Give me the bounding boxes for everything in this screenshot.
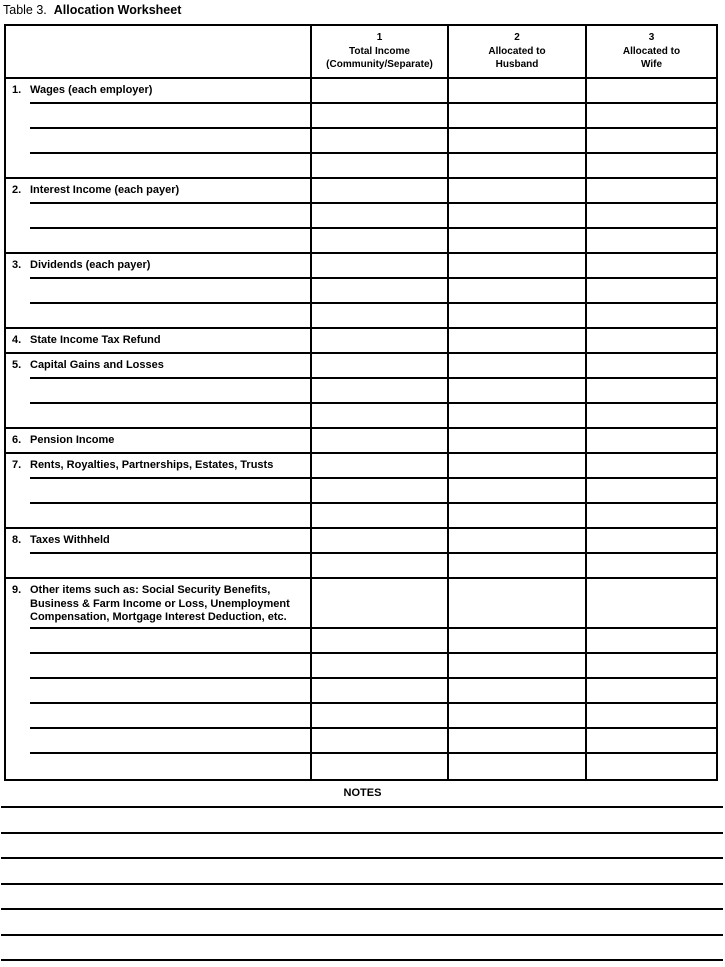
column-sublabel: Husband [495, 59, 539, 70]
amount-cell [449, 104, 585, 129]
item-label: Rents, Royalties, Partnerships, Estates, Trusts [30, 459, 274, 471]
amount-cell [312, 654, 447, 679]
amount-cell [312, 429, 447, 454]
item-label-cell [6, 329, 310, 354]
amount-cell [587, 654, 716, 679]
amount-column-1 [310, 354, 447, 429]
amount-cell [449, 79, 585, 104]
table-number-label: Table 3. [3, 3, 47, 17]
writing-line-row [6, 729, 310, 754]
amount-column-3 [585, 529, 716, 579]
allocation-table [4, 24, 718, 781]
amount-cell [449, 504, 585, 529]
item-label: Pension Income [30, 434, 115, 446]
amount-column-2 [447, 579, 585, 779]
amount-column-2 [447, 254, 585, 329]
amount-cell [587, 254, 716, 279]
item-label: Wages (each employer) [30, 84, 153, 96]
amount-cell [587, 229, 716, 254]
item-number: 3. [12, 259, 22, 271]
item-label-cell [6, 579, 310, 779]
amount-cell [312, 204, 447, 229]
amount-cell [587, 454, 716, 479]
amount-column-3 [585, 579, 716, 779]
worksheet-item [6, 429, 716, 454]
amount-cell [312, 179, 447, 204]
amount-column-3 [585, 454, 716, 529]
writing-line-row [6, 504, 310, 529]
item-label-cell [6, 179, 310, 254]
amount-cell [587, 179, 716, 204]
column-sublabel: Wife [640, 59, 663, 70]
amount-cell [449, 754, 585, 779]
item-label-row [6, 79, 310, 104]
amount-cell [449, 529, 585, 554]
amount-column-3 [585, 429, 716, 454]
item-label-row [6, 179, 310, 204]
item-number: 4. [12, 334, 22, 346]
amount-cell [587, 279, 716, 304]
amount-cell [587, 104, 716, 129]
notes-writing-line [1, 883, 723, 885]
amount-cell [587, 329, 716, 354]
notes-writing-line [1, 959, 723, 961]
amount-cell [587, 354, 716, 379]
amount-column-3 [585, 254, 716, 329]
amount-cell [312, 729, 447, 754]
item-label-row [6, 329, 310, 354]
worksheet-item [6, 454, 716, 529]
column-label: Allocated to [488, 45, 546, 57]
amount-cell [312, 454, 447, 479]
amount-cell [587, 504, 716, 529]
amount-cell [312, 304, 447, 329]
item-number: 1. [12, 84, 22, 96]
amount-cell [587, 129, 716, 154]
amount-column-1 [310, 329, 447, 354]
worksheet-item [6, 79, 716, 179]
writing-line-row [6, 304, 310, 329]
amount-cell [312, 404, 447, 429]
table-body [6, 79, 716, 779]
item-label-cell [6, 354, 310, 429]
amount-column-1 [310, 79, 447, 179]
writing-line-row [6, 404, 310, 429]
item-label-cell [6, 254, 310, 329]
amount-cell [312, 104, 447, 129]
amount-cell [449, 379, 585, 404]
amount-column-1 [310, 454, 447, 529]
amount-column-3 [585, 79, 716, 179]
item-number: 8. [12, 534, 22, 546]
amount-cell [449, 329, 585, 354]
amount-cell [587, 554, 716, 579]
worksheet-item [6, 254, 716, 329]
amount-column-2 [447, 429, 585, 454]
amount-cell [587, 79, 716, 104]
amount-cell [449, 479, 585, 504]
amount-cell [449, 254, 585, 279]
item-number: 5. [12, 359, 22, 371]
amount-cell [449, 279, 585, 304]
item-label-row [6, 354, 310, 379]
amount-column-2 [447, 529, 585, 579]
worksheet-item [6, 354, 716, 429]
amount-column-2 [447, 179, 585, 254]
amount-cell [449, 204, 585, 229]
amount-cell [587, 729, 716, 754]
item-label-row [6, 579, 310, 629]
amount-cell [449, 729, 585, 754]
writing-line-row [6, 679, 310, 704]
writing-line-row [6, 204, 310, 229]
amount-column-3 [585, 179, 716, 254]
amount-column-1 [310, 429, 447, 454]
amount-cell [312, 629, 447, 654]
item-number: 9. [12, 584, 22, 596]
header-cell-col2 [447, 26, 585, 77]
amount-column-1 [310, 254, 447, 329]
item-label: State Income Tax Refund [30, 334, 161, 346]
amount-cell [449, 704, 585, 729]
worksheet-item [6, 179, 716, 254]
column-number: 3 [648, 32, 655, 43]
column-number: 1 [376, 32, 383, 43]
amount-column-3 [585, 329, 716, 354]
item-number: 6. [12, 434, 22, 446]
amount-column-2 [447, 79, 585, 179]
header-cell-col1 [310, 26, 447, 77]
amount-cell [587, 479, 716, 504]
column-number: 2 [514, 32, 520, 43]
amount-cell [312, 279, 447, 304]
amount-cell [312, 379, 447, 404]
amount-cell [312, 504, 447, 529]
amount-cell [449, 629, 585, 654]
writing-line-row [6, 279, 310, 304]
notes-writing-line [1, 806, 723, 808]
amount-cell [587, 154, 716, 179]
amount-cell [587, 204, 716, 229]
column-label: Allocated to [622, 45, 681, 57]
item-label-cell [6, 429, 310, 454]
item-label-row [6, 254, 310, 279]
table-header-row [6, 26, 716, 79]
notes-writing-line [1, 832, 723, 834]
notes-heading: NOTES [343, 787, 382, 799]
writing-line-row [6, 654, 310, 679]
writing-line-row [6, 229, 310, 254]
item-label-row [6, 529, 310, 554]
worksheet-item [6, 579, 716, 779]
amount-column-1 [310, 579, 447, 779]
amount-cell [312, 554, 447, 579]
writing-line-row [6, 129, 310, 154]
amount-cell [587, 629, 716, 654]
amount-cell [312, 479, 447, 504]
item-label: Dividends (each payer) [30, 259, 151, 271]
amount-cell [449, 229, 585, 254]
page-title [3, 3, 181, 17]
amount-cell [312, 129, 447, 154]
worksheet-item [6, 529, 716, 579]
amount-cell [449, 654, 585, 679]
amount-cell [587, 529, 716, 554]
amount-cell [449, 304, 585, 329]
amount-cell [449, 454, 585, 479]
notes-writing-line [1, 908, 723, 910]
notes-writing-line [1, 934, 723, 936]
amount-cell [587, 754, 716, 779]
amount-cell [312, 329, 447, 354]
amount-column-1 [310, 179, 447, 254]
amount-cell [449, 129, 585, 154]
amount-cell [312, 754, 447, 779]
writing-line-row [6, 379, 310, 404]
writing-line-row [6, 754, 310, 779]
item-label: Interest Income (each payer) [30, 184, 180, 196]
column-label: Total Income [349, 45, 410, 57]
amount-cell [449, 554, 585, 579]
amount-cell [587, 404, 716, 429]
writing-line-row [6, 629, 310, 654]
item-label-cell [6, 529, 310, 579]
item-label: Other items such as: Social Security Benefits, Business & Farm Income or Loss, Unemployment Compensation, Mortgage Interest Deduction, etc. [30, 584, 290, 623]
amount-column-1 [310, 529, 447, 579]
amount-column-2 [447, 329, 585, 354]
amount-cell [587, 429, 716, 454]
amount-cell [312, 529, 447, 554]
amount-cell [449, 429, 585, 454]
header-cell-col3 [585, 26, 716, 77]
amount-cell [449, 354, 585, 379]
amount-cell [312, 354, 447, 379]
item-label: Taxes Withheld [30, 534, 110, 546]
amount-cell [312, 79, 447, 104]
item-number: 7. [12, 459, 22, 471]
item-label: Capital Gains and Losses [30, 359, 164, 371]
item-label-row [6, 454, 310, 479]
item-number: 2. [12, 184, 22, 196]
writing-line-row [6, 554, 310, 579]
amount-cell [312, 679, 447, 704]
amount-column-3 [585, 354, 716, 429]
item-label-cell [6, 79, 310, 179]
item-label-row [6, 429, 310, 454]
column-sublabel: (Community/Separate) [326, 59, 433, 70]
amount-cell [449, 404, 585, 429]
amount-cell [312, 254, 447, 279]
item-label-cell [6, 454, 310, 529]
amount-cell [587, 304, 716, 329]
amount-cell [449, 679, 585, 704]
amount-column-2 [447, 354, 585, 429]
amount-cell [587, 704, 716, 729]
writing-line-row [6, 154, 310, 179]
amount-cell [587, 379, 716, 404]
table-title-label: Allocation Worksheet [53, 3, 182, 17]
writing-line-row [6, 479, 310, 504]
writing-line-row [6, 704, 310, 729]
amount-column-2 [447, 454, 585, 529]
amount-cell [587, 679, 716, 704]
amount-cell [312, 154, 447, 179]
amount-cell [449, 179, 585, 204]
notes-writing-line [1, 857, 723, 859]
amount-cell [587, 579, 716, 629]
amount-cell [312, 229, 447, 254]
writing-line-row [6, 104, 310, 129]
amount-cell [312, 704, 447, 729]
worksheet-item [6, 329, 716, 354]
amount-cell [449, 154, 585, 179]
amount-cell [312, 579, 447, 629]
header-empty-cell [6, 26, 310, 77]
amount-cell [449, 579, 585, 629]
